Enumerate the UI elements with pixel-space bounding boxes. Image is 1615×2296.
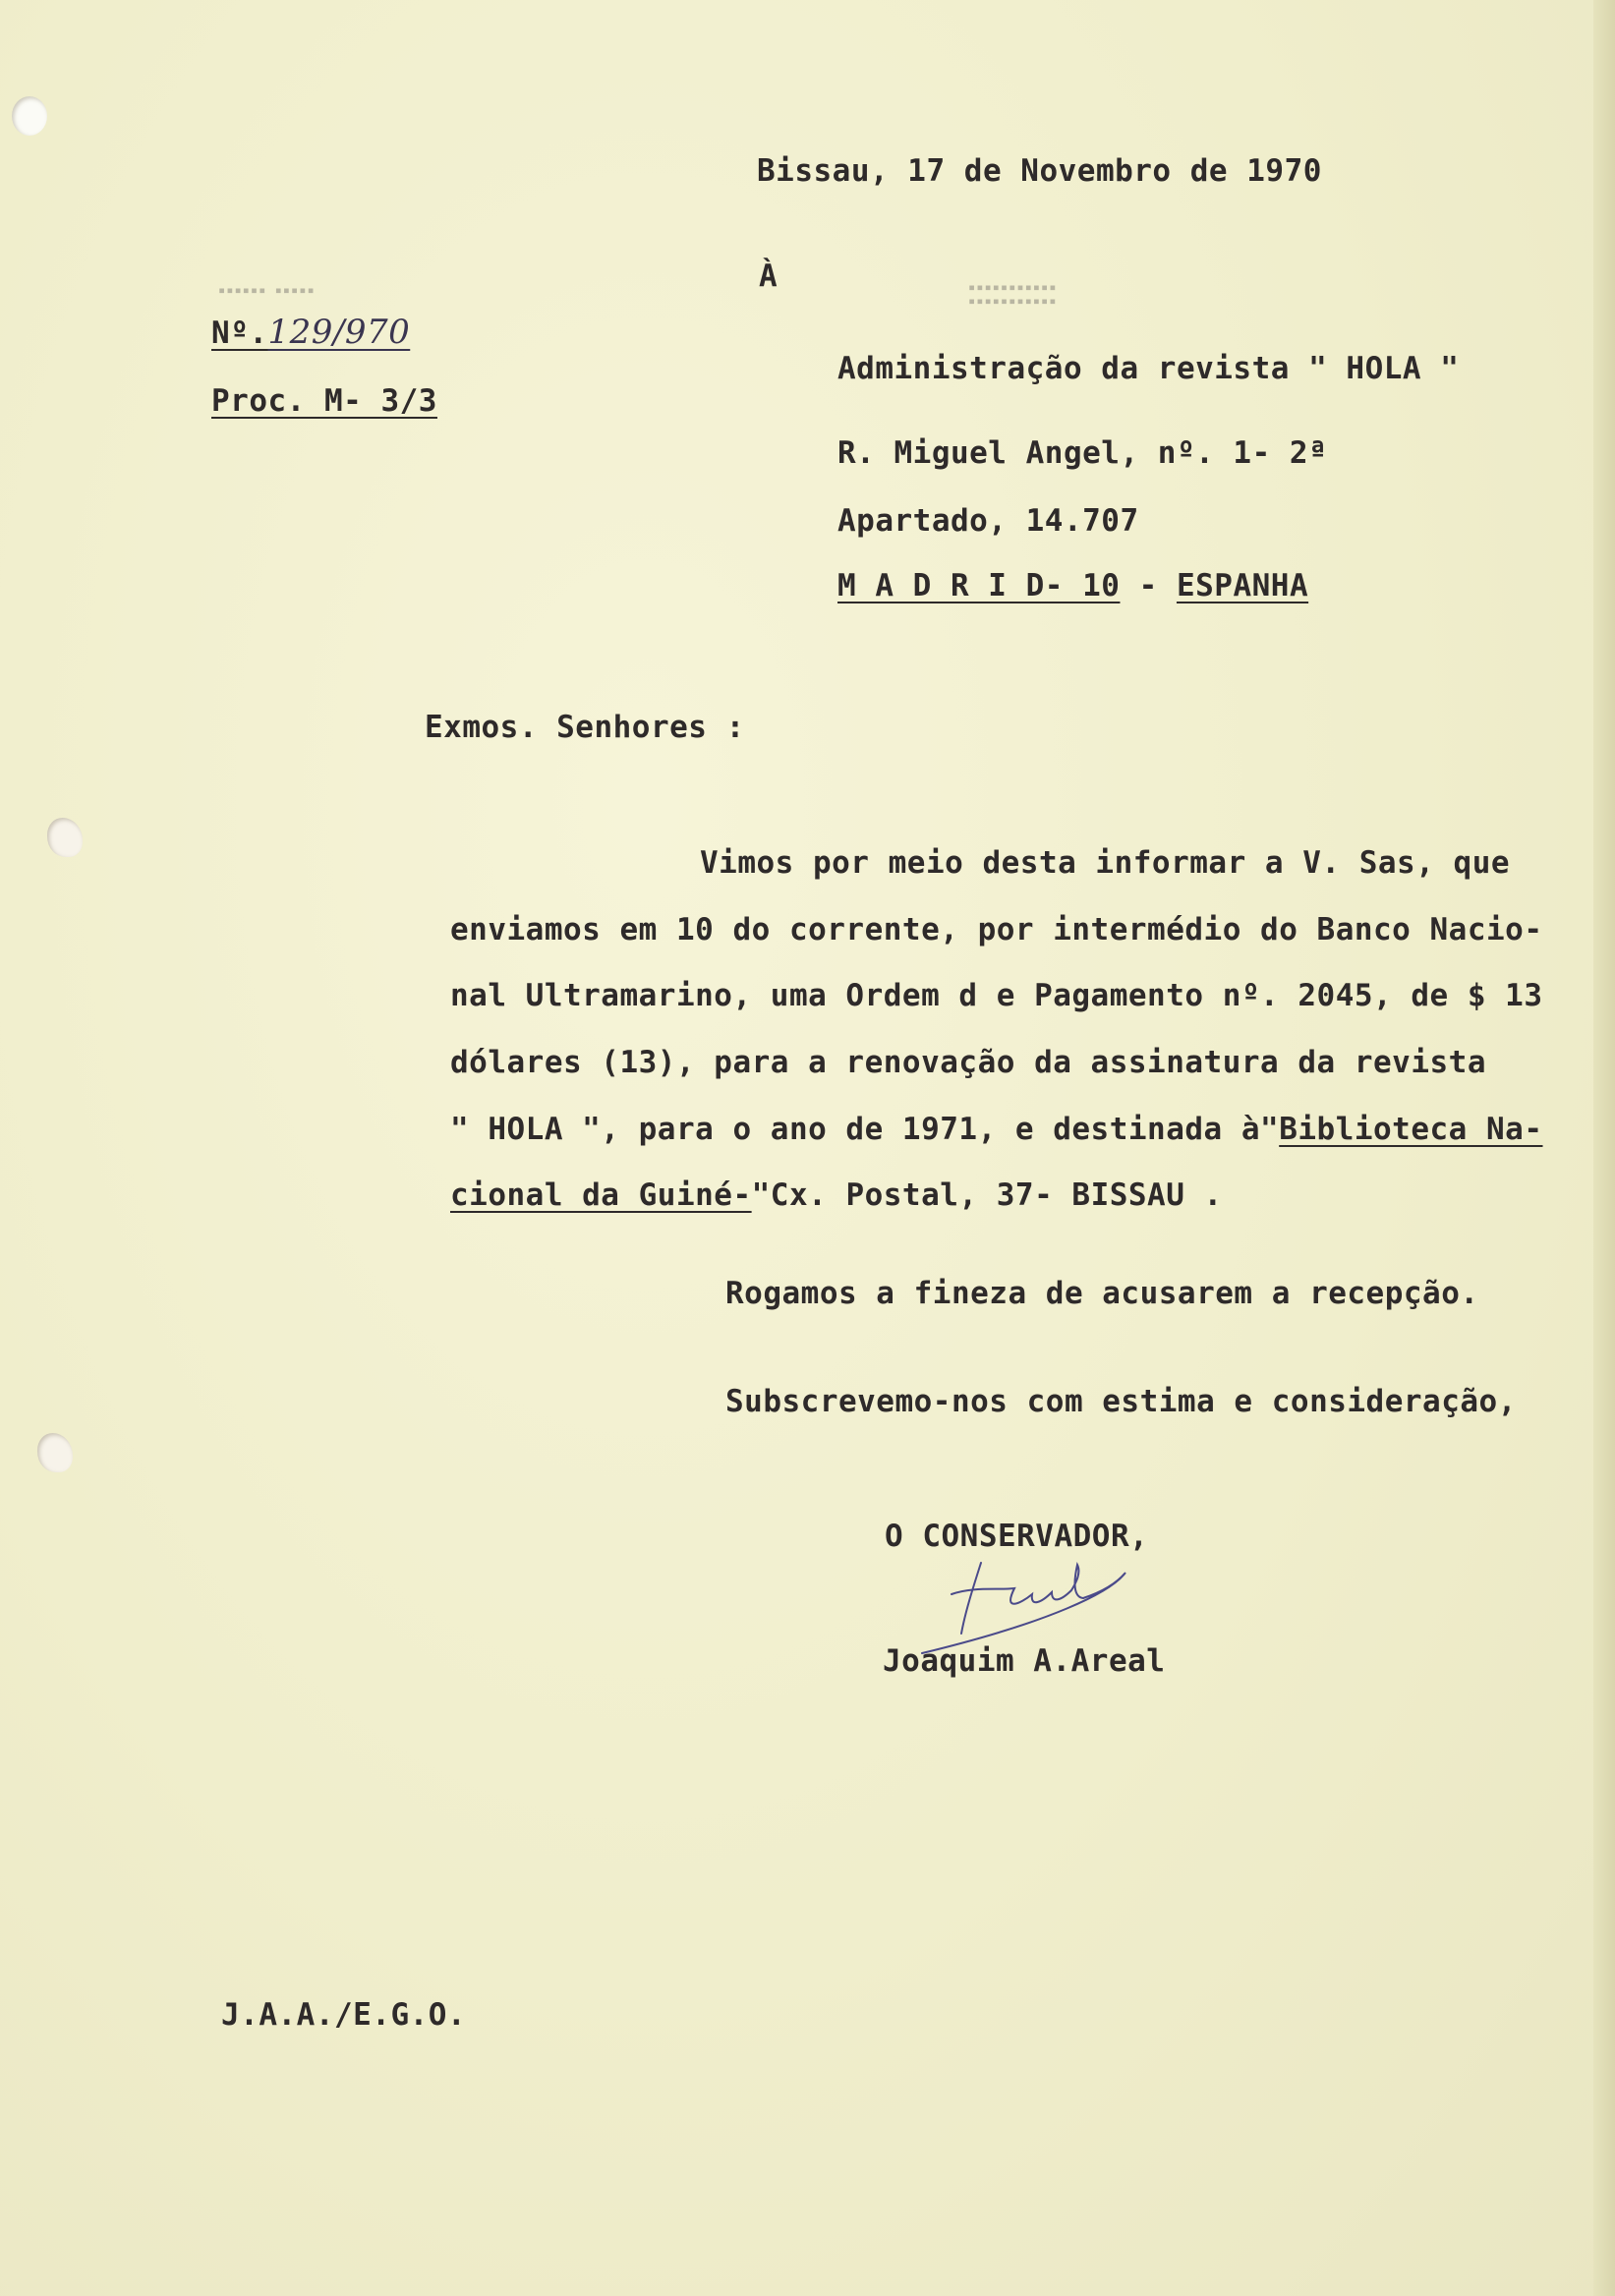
body-line-6-text: "Cx. Postal, 37- BISSAU .: [751, 1177, 1223, 1213]
recipient-separator: -: [1120, 568, 1177, 603]
library-name-part1: Biblioteca Na-: [1279, 1112, 1543, 1147]
recipient-line-3: Apartado, 14.707: [837, 503, 1139, 539]
process-reference: Proc. M- 3/3: [211, 383, 437, 419]
reference-number: [211, 313, 410, 352]
punch-hole-bottom: [37, 1433, 73, 1472]
page-edge: [1593, 0, 1615, 2296]
library-name-part2: cional da Guiné-: [450, 1177, 752, 1213]
body-line-1: Vimos por meio desta informar a V. Sas, que: [700, 845, 1511, 881]
recipient-country: ESPANHA: [1176, 568, 1309, 603]
faint-stamp-left: ▪▪▪▪▪▪ ▪▪▪▪▪: [218, 283, 316, 297]
punch-hole-top: [12, 96, 47, 136]
body-line-4: dólares (13), para a renovação da assinatura da revista: [450, 1045, 1486, 1080]
punch-hole-middle: [47, 818, 83, 857]
body-line-5-text: " HOLA ", para o ano de 1971, e destinada à": [450, 1112, 1280, 1147]
recipient-city-line: [837, 568, 1308, 603]
reference-prefix: Nº.: [211, 316, 268, 351]
recipient-city: M A D R I D- 10: [837, 568, 1121, 603]
recipient-line-2: R. Miguel Angel, nº. 1- 2ª: [837, 435, 1328, 471]
signature-title: O CONSERVADOR,: [885, 1519, 1149, 1554]
body-line-6: [450, 1177, 1223, 1213]
reference-handwritten: 129/970: [267, 313, 411, 352]
to-marker: À: [759, 258, 779, 294]
salutation: Exmos. Senhores :: [425, 710, 745, 745]
closing-request: Rogamos a fineza de acusarem a recepção.: [725, 1276, 1479, 1311]
signatory-name: Joaquim A.Areal: [883, 1643, 1166, 1679]
body-line-5: [450, 1112, 1543, 1147]
typist-initials: J.A.A./E.G.O.: [221, 1997, 467, 2033]
date-line: Bissau, 17 de Novembro de 1970: [757, 153, 1322, 189]
recipient-line-1: Administração da revista " HOLA ": [837, 351, 1460, 386]
body-line-2: enviamos em 10 do corrente, por intermédio do Banco Nacio-: [450, 912, 1543, 947]
closing-regards: Subscrevemo-nos com estima e consideração,: [725, 1384, 1517, 1419]
body-line-3: nal Ultramarino, uma Ordem d e Pagamento nº. 2045, de $ 13: [450, 978, 1543, 1013]
faint-stamp-right: ▪▪▪▪▪▪▪▪▪▪▪ ▪▪▪▪▪▪▪▪▪▪▪: [968, 280, 1058, 308]
